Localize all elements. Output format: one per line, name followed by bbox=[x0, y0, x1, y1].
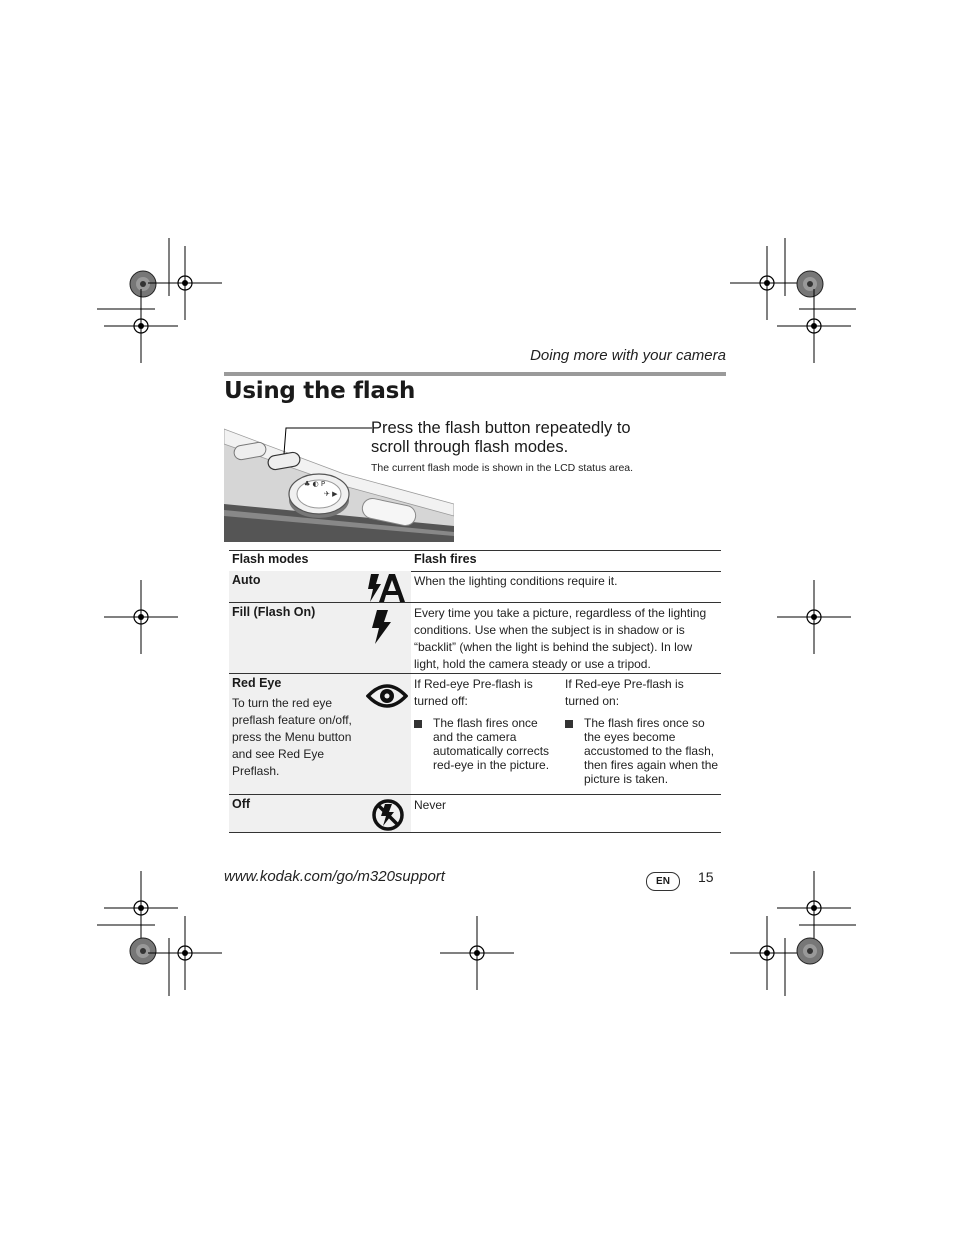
svg-text:♣ ◐ P: ♣ ◐ P bbox=[304, 480, 326, 488]
svg-text:✈ ▶: ✈ ▶ bbox=[324, 490, 338, 498]
bullet-square bbox=[565, 720, 573, 728]
flash-off-icon bbox=[370, 798, 406, 831]
mode-red-eye-label: Red Eye bbox=[232, 676, 282, 690]
flash-auto-icon bbox=[365, 573, 409, 603]
flash-fill-icon bbox=[369, 609, 395, 645]
page-number: 15 bbox=[698, 869, 714, 885]
red-eye-on-heading: If Red-eye Pre-flash is turned on: bbox=[565, 677, 684, 708]
red-eye-off-column bbox=[414, 676, 554, 786]
mode-auto-description: When the lighting conditions require it. bbox=[414, 574, 618, 588]
language-badge: EN bbox=[646, 872, 680, 891]
red-eye-off-heading: If Red-eye Pre-flash is turned off: bbox=[414, 677, 533, 708]
callout-text: Press the flash button repeatedly to scroll through flash modes. bbox=[371, 419, 631, 456]
table-header-row bbox=[229, 550, 721, 572]
red-eye-off-text: The flash fires once and the camera automatically corrects red-eye in the picture. bbox=[433, 716, 550, 772]
page-title: Using the flash bbox=[224, 378, 416, 404]
mode-fill-label: Fill (Flash On) bbox=[232, 605, 316, 619]
bullet-square bbox=[414, 720, 422, 728]
mode-off-label: Off bbox=[232, 797, 251, 811]
red-eye-icon bbox=[366, 682, 408, 710]
table-row-red-eye bbox=[229, 674, 721, 795]
mode-off-description: Never bbox=[414, 798, 447, 812]
red-eye-on-column bbox=[565, 676, 719, 786]
mode-auto-label: Auto bbox=[232, 573, 261, 587]
callout-subtext: The current flash mode is shown in the LCD status area. bbox=[371, 462, 634, 474]
header-rule bbox=[224, 372, 726, 376]
table-row-off bbox=[229, 795, 721, 833]
mode-red-eye-note: To turn the red eye preflash feature on/off, press the Menu button and see Red Eye Preflash. bbox=[232, 696, 352, 778]
table-row-auto bbox=[229, 571, 721, 603]
chapter-header: Doing more with your camera bbox=[530, 347, 726, 364]
footer-url: www.kodak.com/go/m320support bbox=[224, 868, 445, 885]
header-flash-fires: Flash fires bbox=[414, 552, 477, 566]
red-eye-on-text: The flash fires once so the eyes become accustomed to the flash, then fires again when the picture is taken. bbox=[584, 716, 719, 786]
table-row-fill bbox=[229, 603, 721, 674]
mode-fill-description: Every time you take a picture, regardless of the lighting conditions. Use when the subject is in shadow or is “backlit” (when the light is behind the subject). In low light, hold the camera steady or use a tripod. bbox=[414, 606, 707, 671]
header-flash-modes: Flash modes bbox=[232, 552, 309, 566]
